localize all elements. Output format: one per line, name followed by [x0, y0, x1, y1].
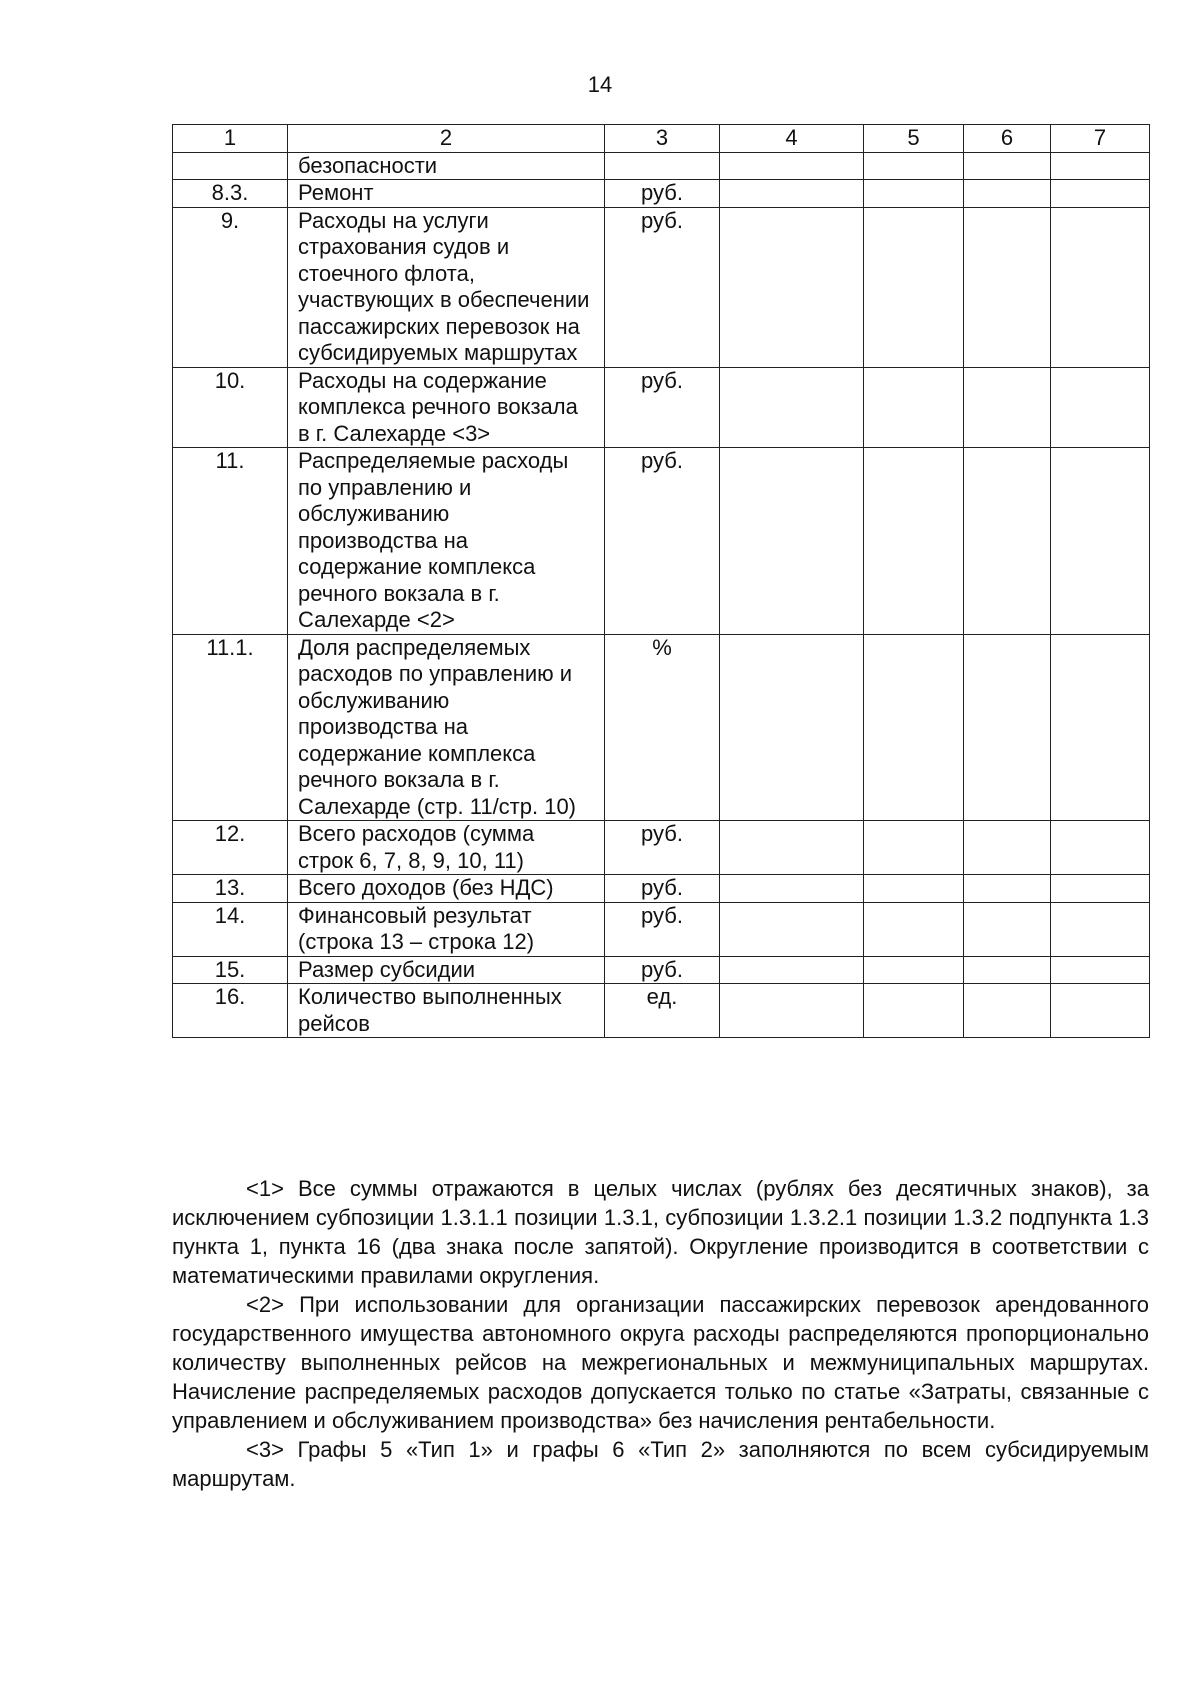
- table-row: [173, 902, 1150, 956]
- footnotes: [172, 1174, 1149, 1493]
- table-row: [173, 367, 1150, 448]
- row-number: 16.: [173, 984, 288, 1038]
- row-number: 11.1.: [173, 634, 288, 821]
- footnote-1: <1> Все суммы отражаются в целых числах (рублях без десятичных знаков), за исключением субпозиции 1.3.1.1 позиции 1.3.1, субпозиции 1.3.2.1 позиции 1.3.2 подпункта 1.3 пункта 1, пункта 16 (два знака после запятой). Округление производится в соответствии с математическими правилами округления.: [172, 1176, 1149, 1288]
- value-cell: [864, 180, 964, 208]
- page-number: 14: [587, 72, 613, 97]
- value-cell: [720, 902, 864, 956]
- value-cell: [1051, 152, 1150, 180]
- table-row: [173, 875, 1150, 903]
- row-number: 12.: [173, 821, 288, 875]
- row-name: Расходы на услуги страхования судов и стоечного флота, участвующих в обеспечении пассажирских перевозок на субсидируемых маршрутах: [288, 207, 605, 367]
- table-header-row: [173, 125, 1150, 153]
- header-cell-7: 7: [1051, 125, 1150, 153]
- row-number: 8.3.: [173, 180, 288, 208]
- table-row: [173, 634, 1150, 821]
- value-cell: [720, 207, 864, 367]
- table-row: [173, 984, 1150, 1038]
- value-cell: [720, 180, 864, 208]
- value-cell: [864, 367, 964, 448]
- value-cell: [864, 207, 964, 367]
- value-cell: [1051, 821, 1150, 875]
- value-cell: [964, 180, 1051, 208]
- row-name: Финансовый результат (строка 13 – строка 12): [288, 902, 605, 956]
- value-cell: [720, 448, 864, 635]
- header-cell-1: 1: [173, 125, 288, 153]
- row-name: Расходы на содержание комплекса речного вокзала в г. Салехарде <3>: [288, 367, 605, 448]
- value-cell: [1051, 956, 1150, 984]
- header-cell-6: 6: [964, 125, 1051, 153]
- row-name: Всего расходов (сумма строк 6, 7, 8, 9, 10, 11): [288, 821, 605, 875]
- header-cell-2: 2: [288, 125, 605, 153]
- row-name: Количество выполненных рейсов: [288, 984, 605, 1038]
- row-unit: руб.: [605, 367, 720, 448]
- value-cell: [1051, 448, 1150, 635]
- value-cell: [964, 902, 1051, 956]
- value-cell: [720, 152, 864, 180]
- row-unit: [605, 152, 720, 180]
- row-unit: руб.: [605, 956, 720, 984]
- row-number: [173, 152, 288, 180]
- value-cell: [864, 152, 964, 180]
- value-cell: [1051, 902, 1150, 956]
- row-unit: руб.: [605, 875, 720, 903]
- table-row: [173, 448, 1150, 635]
- table-row: [173, 821, 1150, 875]
- row-number: 13.: [173, 875, 288, 903]
- value-cell: [964, 367, 1051, 448]
- value-cell: [720, 956, 864, 984]
- value-cell: [720, 875, 864, 903]
- cost-table: [172, 124, 1150, 1038]
- value-cell: [864, 821, 964, 875]
- row-number: 14.: [173, 902, 288, 956]
- row-name: Ремонт: [288, 180, 605, 208]
- row-unit: руб.: [605, 207, 720, 367]
- row-number: 15.: [173, 956, 288, 984]
- value-cell: [1051, 875, 1150, 903]
- row-unit: руб.: [605, 448, 720, 635]
- value-cell: [964, 634, 1051, 821]
- value-cell: [864, 956, 964, 984]
- value-cell: [720, 821, 864, 875]
- footnote-3: <3> Графы 5 «Тип 1» и графы 6 «Тип 2» заполняются по всем субсидируемым маршрутам.: [172, 1437, 1149, 1491]
- value-cell: [720, 634, 864, 821]
- value-cell: [964, 821, 1051, 875]
- value-cell: [1051, 367, 1150, 448]
- row-name: Доля распределяемых расходов по управлению и обслуживанию производства на содержание комплекса речного вокзала в г. Салехарде (стр. 11/стр. 10): [288, 634, 605, 821]
- row-number: 10.: [173, 367, 288, 448]
- value-cell: [1051, 634, 1150, 821]
- row-number: 9.: [173, 207, 288, 367]
- footnote-2: <2> При использовании для организации пассажирских перевозок арендованного государственного имущества автономного округа расходы распределяются пропорционально количеству выполненных рейсов на межрегиональных и межмуниципальных маршрутах. Начисление распределяемых расходов допускается только по статье «Затраты, связанные с управлением и обслуживанием производства» без начисления рентабельности.: [172, 1292, 1149, 1433]
- value-cell: [864, 902, 964, 956]
- row-unit: %: [605, 634, 720, 821]
- row-name: Всего доходов (без НДС): [288, 875, 605, 903]
- value-cell: [964, 984, 1051, 1038]
- table-row: [173, 180, 1150, 208]
- row-unit: руб.: [605, 902, 720, 956]
- table-row: [173, 956, 1150, 984]
- value-cell: [964, 956, 1051, 984]
- header-cell-3: 3: [605, 125, 720, 153]
- row-unit: руб.: [605, 821, 720, 875]
- value-cell: [1051, 984, 1150, 1038]
- header-cell-5: 5: [864, 125, 964, 153]
- value-cell: [1051, 180, 1150, 208]
- row-name: безопасности: [288, 152, 605, 180]
- row-name: Распределяемые расходы по управлению и обслуживанию производства на содержание комплекса речного вокзала в г. Салехарде <2>: [288, 448, 605, 635]
- table-row: [173, 152, 1150, 180]
- value-cell: [1051, 207, 1150, 367]
- table-row: [173, 207, 1150, 367]
- row-unit: ед.: [605, 984, 720, 1038]
- row-unit: руб.: [605, 180, 720, 208]
- row-name: Размер субсидии: [288, 956, 605, 984]
- value-cell: [964, 448, 1051, 635]
- value-cell: [720, 984, 864, 1038]
- value-cell: [720, 367, 864, 448]
- value-cell: [964, 152, 1051, 180]
- value-cell: [964, 875, 1051, 903]
- row-number: 11.: [173, 448, 288, 635]
- value-cell: [864, 875, 964, 903]
- value-cell: [964, 207, 1051, 367]
- value-cell: [864, 448, 964, 635]
- value-cell: [864, 634, 964, 821]
- value-cell: [864, 984, 964, 1038]
- header-cell-4: 4: [720, 125, 864, 153]
